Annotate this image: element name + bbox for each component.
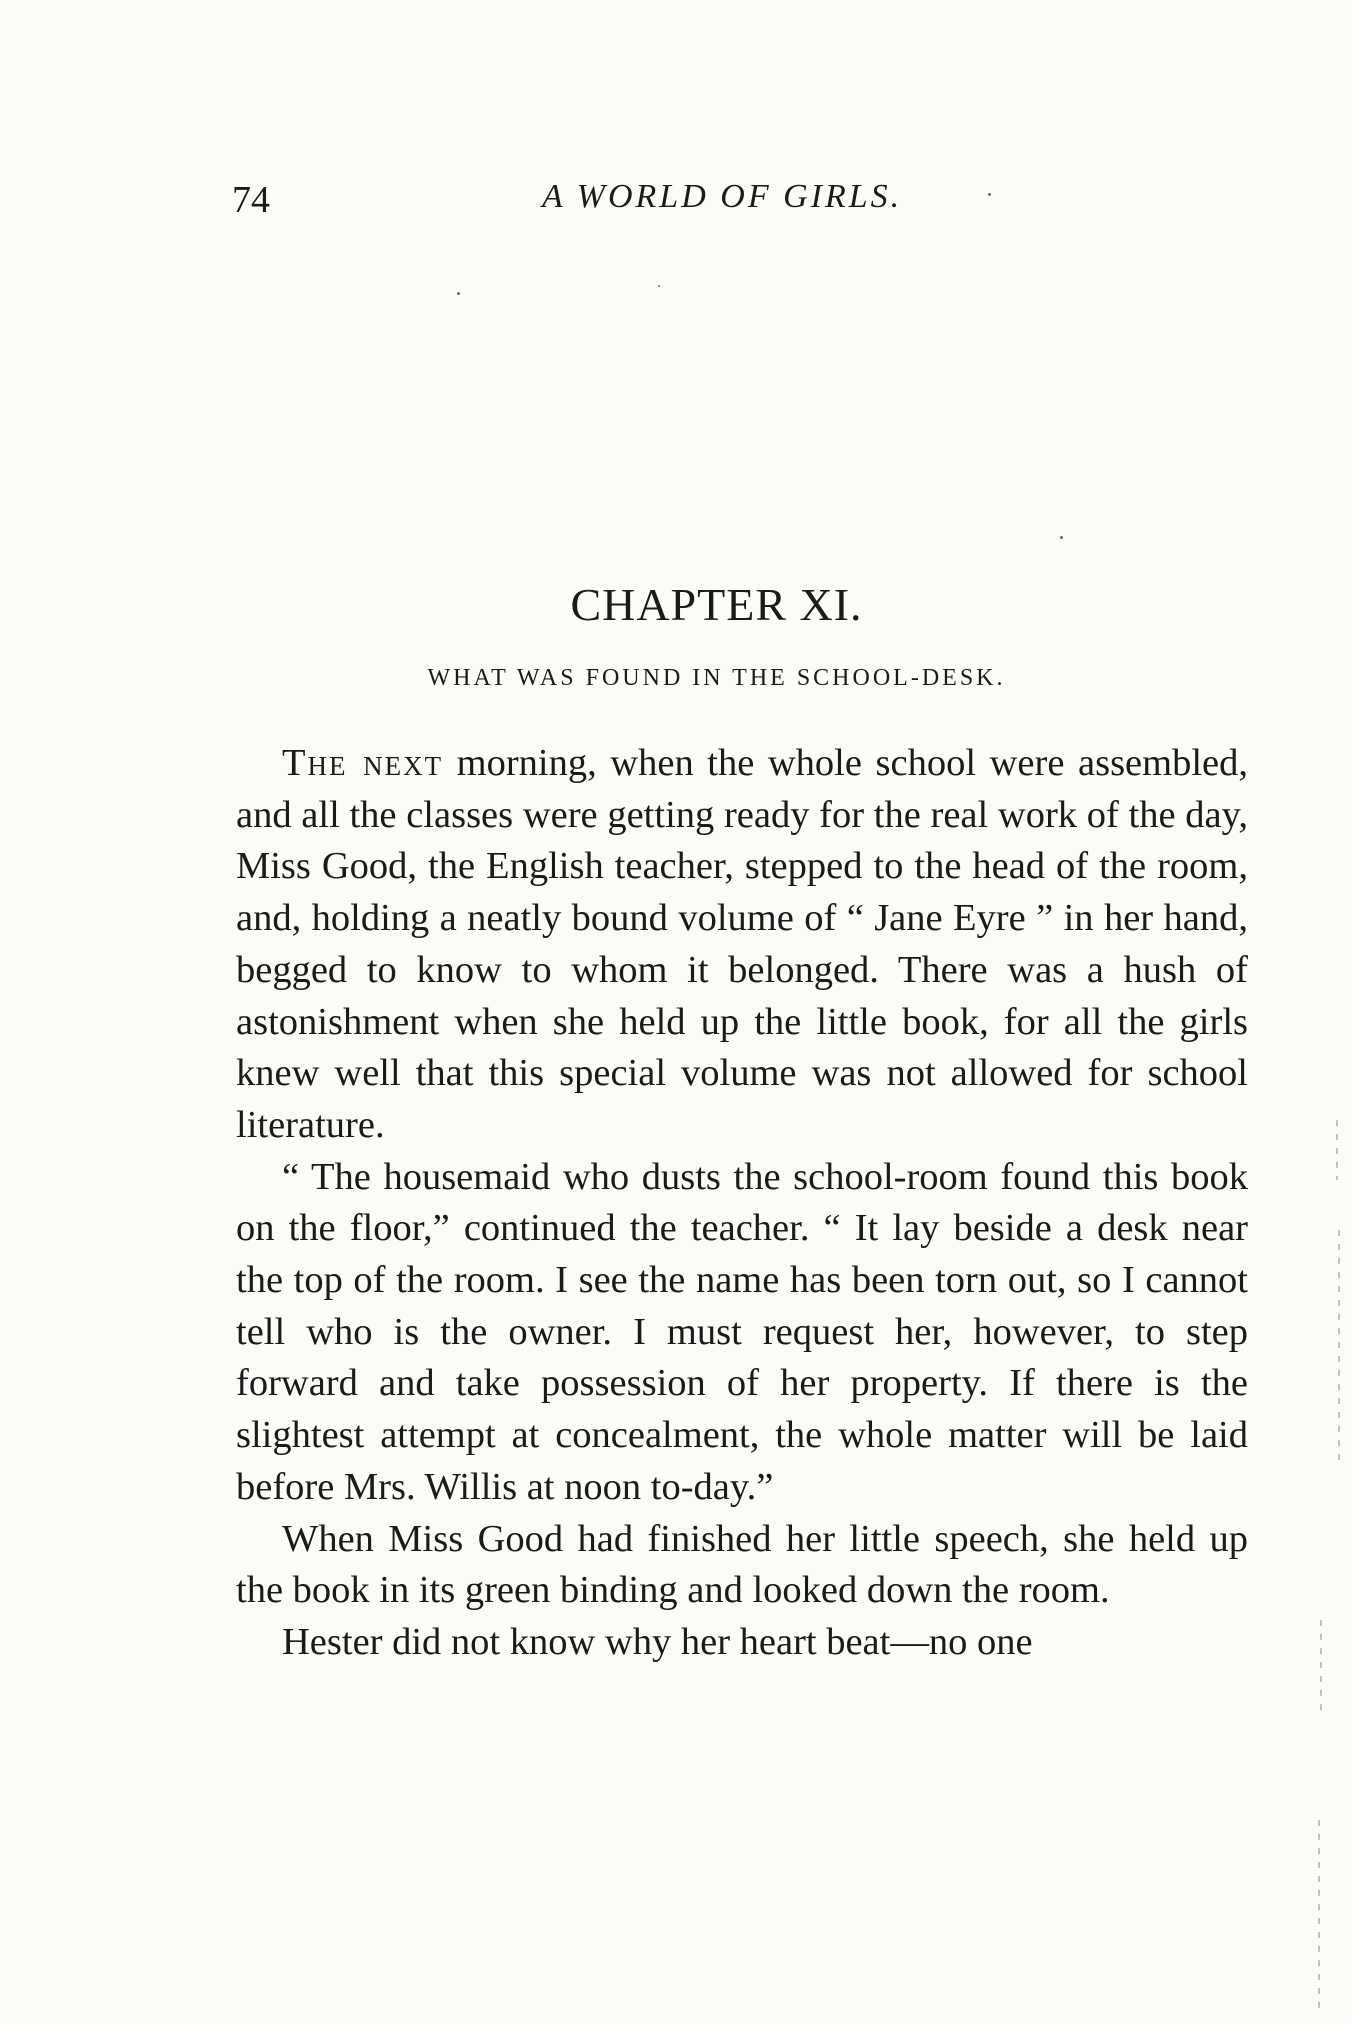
scan-edge-line [1318,1820,1320,2010]
paragraph-2: “ The housemaid who dusts the school-room found this book on the floor,” continued the teacher. “ It lay beside a desk near the top of the room. I see the name has been torn out, so I cannot tell who is the owner. I must request her, however, to step forward and take possession of her property. If there is the slightest attempt at concealment, the whole matter will be laid before Mrs. Willis at noon to-day.” [236,1155,1248,1508]
running-head [0,178,1353,228]
scan-speck [1060,536,1063,539]
scan-edge-line [1338,1230,1340,1460]
scan-edge-line [1336,1120,1338,1180]
paragraph-1-lead: The next [282,742,444,784]
chapter-subtitle: WHAT WAS FOUND IN THE SCHOOL-DESK. [427,665,1006,691]
chapter-heading [0,578,1353,692]
page-number: 74 [232,179,270,221]
chapter-title: CHAPTER XI. [570,579,863,630]
scan-speck [457,292,460,295]
scan-speck [658,285,660,287]
paragraph-3: When Miss Good had finished her little speech, she held up the book in its green binding and looked down the room. [236,1517,1248,1612]
paragraph-1 [236,738,1248,1152]
running-title: A WORLD OF GIRLS. [542,178,903,215]
paragraph-1-text: morning, when the whole school were assembled, and all the classes were getting ready for the real work of the day, Miss Good, the English teacher, stepped to the head of the room, and, holding a neatly bound volume of “ Jane Eyre ” in her hand, begged to know to whom it belonged. There was a hush of astonishment when she held up the little book, for all the girls knew well that this special volume was not allowed for school literature. [236,742,1249,1146]
paragraph-4: Hester did not know why her heart beat—no one [282,1620,1033,1663]
scan-edge-line [1320,1620,1322,1710]
body-text [236,738,1248,1669]
scan-speck [988,193,991,196]
